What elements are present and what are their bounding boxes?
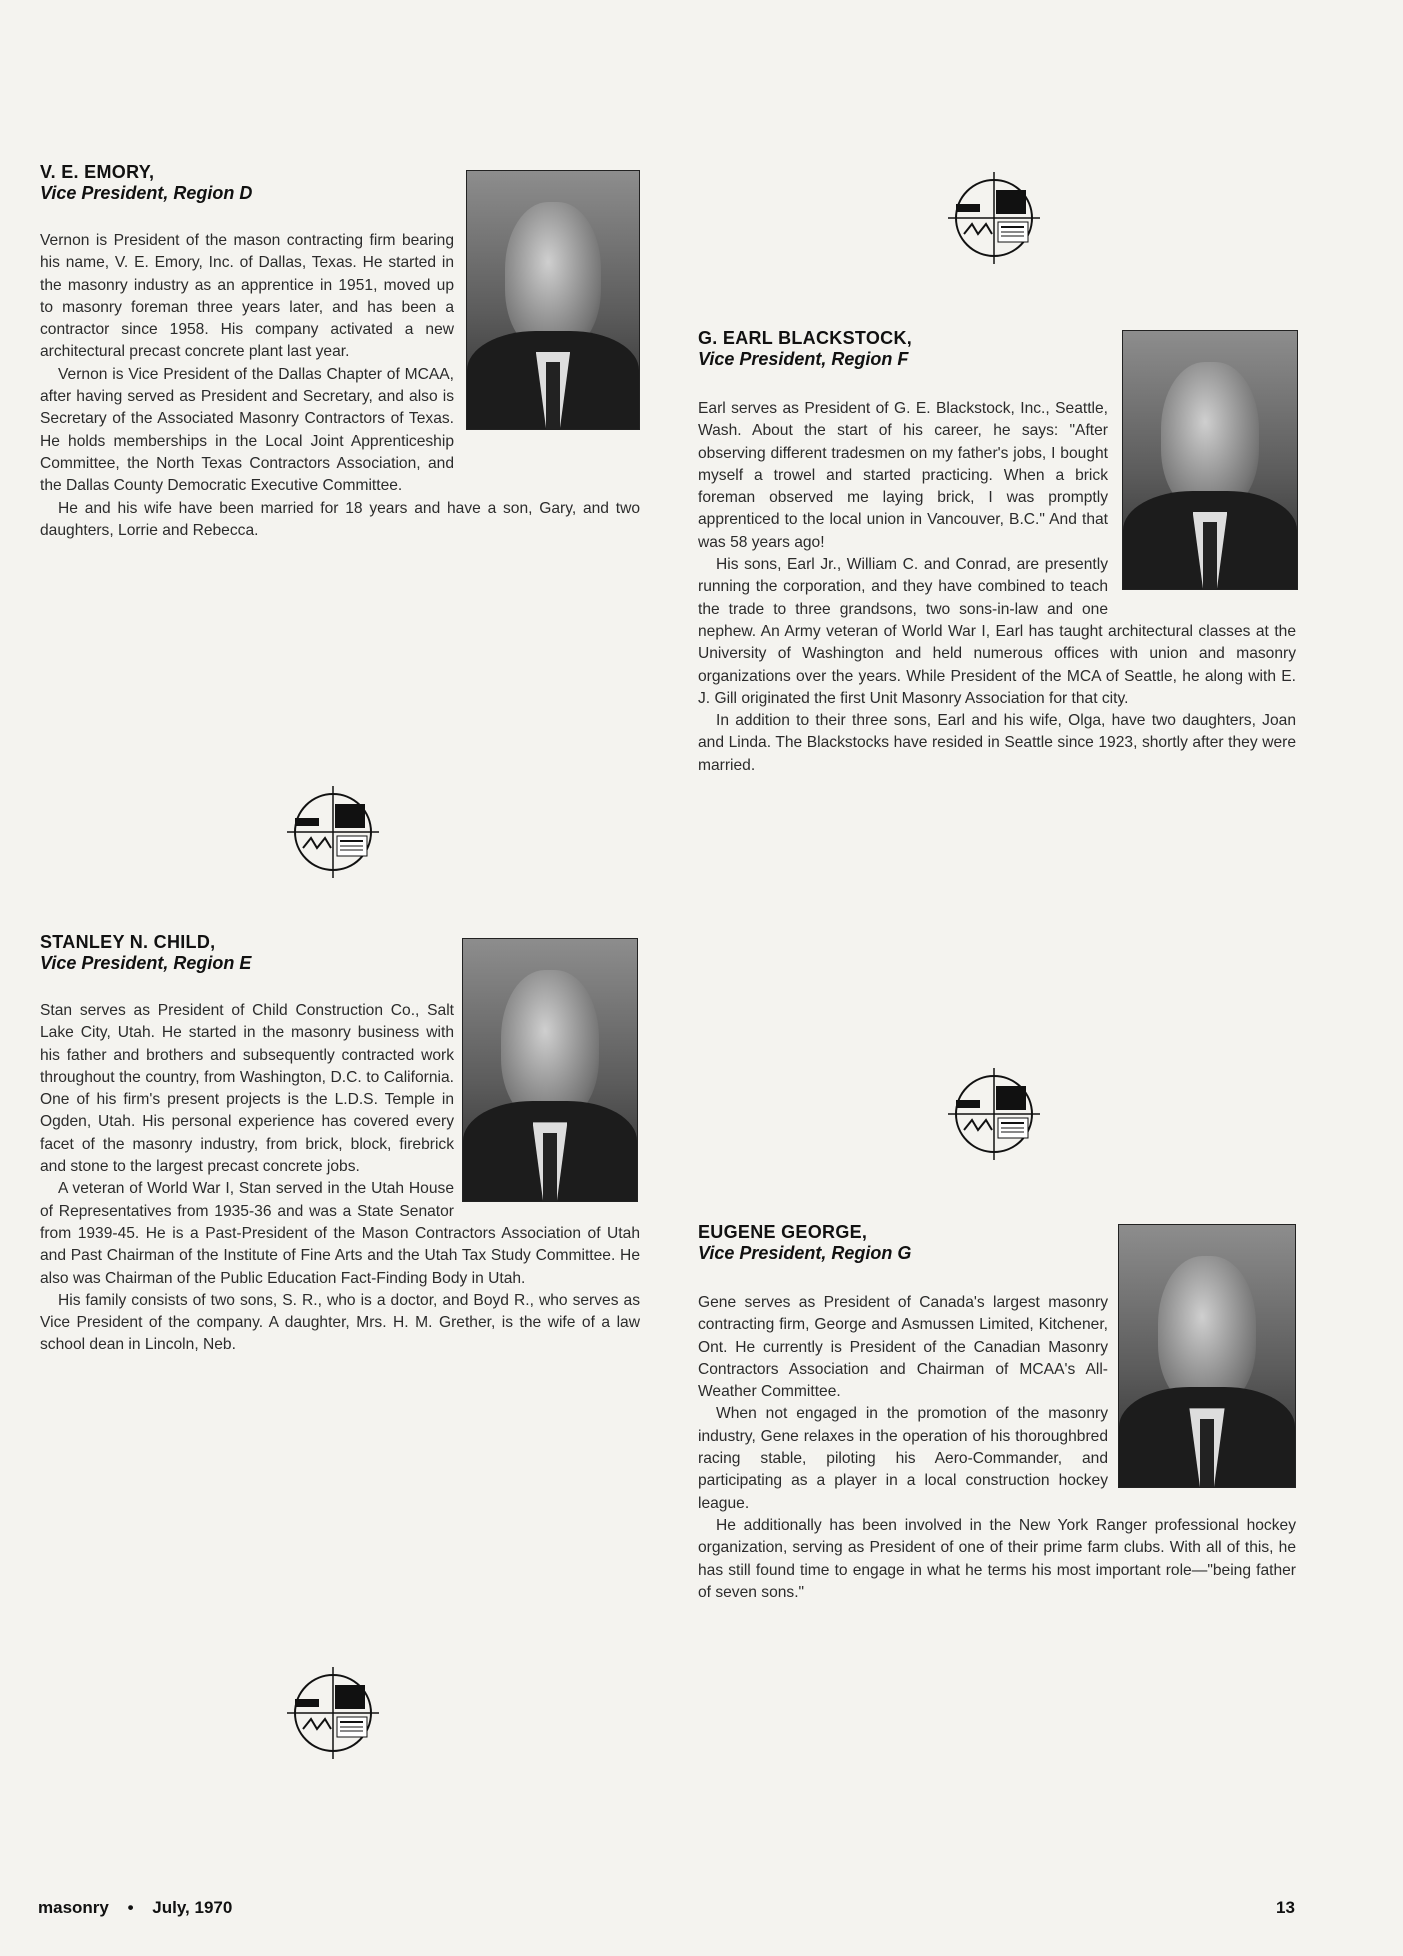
person-title: Vice President, Region E — [40, 953, 252, 973]
person-name: EUGENE GEORGE, — [698, 1222, 868, 1242]
mcaa-logo-icon — [944, 1064, 1044, 1164]
bio-paragraph: Earl serves as President of G. E. Blackstock, Inc., Seattle, Wash. About the start of his career, he says: "After observing different tradesmen on my father's jobs, I bought myself a trowel and started practicing. When a brick foreman observed me laying brick, I was promptly apprenticed to the local union in Vancouver, B.C." And that was 58 years ago! — [698, 400, 1108, 551]
bio-paragraph: Vernon is Vice President of the Dallas Chapter of MCAA, after having served as President and Secretary, and also is Secretary of the Associated Masonry Contractors of Texas. He holds memberships in the Local Joint Apprenticeship Committee, the North Texas Contractors Association, and the Dallas County Democratic Executive Committee. — [40, 365, 454, 495]
bio-paragraph: In addition to their three sons, Earl and his wife, Olga, have two daughters, Joan and Linda. The Blackstocks have resided in Seattle since 1923, shortly after they were married. — [698, 712, 1296, 774]
photo-head — [505, 202, 601, 352]
bio-paragraph: Vernon is President of the mason contracting firm bearing his name, V. E. Emory, Inc. of Dallas, Texas. He started in the masonry industry as an apprentice in 1951, moved up to masonry foreman three years later, and has been a contractor since 1958. His company activated a new architectural precast concrete plant last year. — [40, 232, 454, 361]
portrait-photo-emory — [466, 170, 640, 430]
photo-head — [501, 970, 598, 1122]
photo-head — [1158, 1256, 1257, 1408]
person-name: V. E. EMORY, — [40, 162, 155, 182]
bio-paragraph: His sons, Earl Jr., William C. and Conrad, are presently running the corporation, and they have combined to teach the trade to three grandsons, two sons-in-law and one nephew. An Army veteran of World War I, Earl has taught architectural classes at the University of Washington and held numerous offices with union and masonry organizations over the years. While President of the MCA of Seattle, he along with E. J. Gill originated the first Unit Masonry Association for that city. — [698, 556, 1296, 707]
page-number: 13 — [1276, 1898, 1295, 1917]
bio-paragraph: When not engaged in the promotion of the masonry industry, Gene relaxes in the operation of his thoroughbred racing stable, piloting his Aero-Commander, and participating as a player in a local construction hockey league. — [698, 1405, 1108, 1512]
person-title: Vice President, Region D — [40, 183, 253, 203]
footer-bullet: • — [127, 1898, 134, 1917]
person-name: G. EARL BLACKSTOCK, — [698, 328, 913, 348]
footer-publication — [38, 1898, 232, 1918]
portrait-photo-child — [462, 938, 638, 1202]
mcaa-logo-icon — [283, 1663, 383, 1763]
bio-paragraph: A veteran of World War I, Stan served in the Utah House of Representatives from 1935-36 and was a State Senator from 1939-45. He is a Past-President of the Mason Contractors Association of Utah and Past Chairman of the Institute of Fine Arts and the Utah Tax Study Committee. He also was Chairman of the Public Education Fact-Finding Body in Utah. — [40, 1180, 640, 1287]
photo-tie — [1200, 1419, 1214, 1487]
photo-tie — [543, 1133, 557, 1201]
issue-date: July, 1970 — [152, 1898, 233, 1917]
photo-head — [1161, 362, 1258, 512]
mcaa-logo-icon — [283, 782, 383, 882]
portrait-photo-blackstock — [1122, 330, 1298, 590]
bio-paragraph: Gene serves as President of Canada's largest masonry contracting firm, George and Asmussen Limited, Kitchener, Ont. He currently is President of the Canadian Masonry Contractors Association and Chairman of MCAA's All-Weather Committee. — [698, 1294, 1108, 1401]
bio-paragraph: He and his wife have been married for 18 years and have a son, Gary, and two daughters, Lorrie and Rebecca. — [40, 499, 640, 539]
person-name: STANLEY N. CHILD, — [40, 932, 216, 952]
person-title: Vice President, Region G — [698, 1243, 912, 1263]
publication-name: masonry — [38, 1898, 109, 1917]
person-title: Vice President, Region F — [698, 349, 909, 369]
bio-paragraph: His family consists of two sons, S. R., who is a doctor, and Boyd R., who serves as Vice President of the company. A daughter, Mrs. H. M. Grether, is the wife of a law school dean in Lincoln, Neb. — [40, 1291, 640, 1354]
bio-paragraph: He additionally has been involved in the New York Ranger professional hockey organization, serving as President of one of their prime farm clubs. With all of this, he has still found time to engage in what he terms his most important role—"being father of seven sons." — [698, 1516, 1296, 1601]
mcaa-logo-icon — [944, 168, 1044, 268]
portrait-photo-george — [1118, 1224, 1296, 1488]
bio-paragraph: Stan serves as President of Child Construction Co., Salt Lake City, Utah. He started in the masonry business with his father and brothers and subsequently contracted work throughout the country, from Washington, D.C. to California. One of his firm's present projects is the L.D.S. Temple in Ogden, Utah. His personal experience has covered every facet of the masonry industry, from brick, block, firebrick and stone to the largest precast concrete jobs. — [40, 1002, 454, 1176]
photo-tie — [1203, 522, 1217, 589]
photo-tie — [546, 362, 560, 429]
